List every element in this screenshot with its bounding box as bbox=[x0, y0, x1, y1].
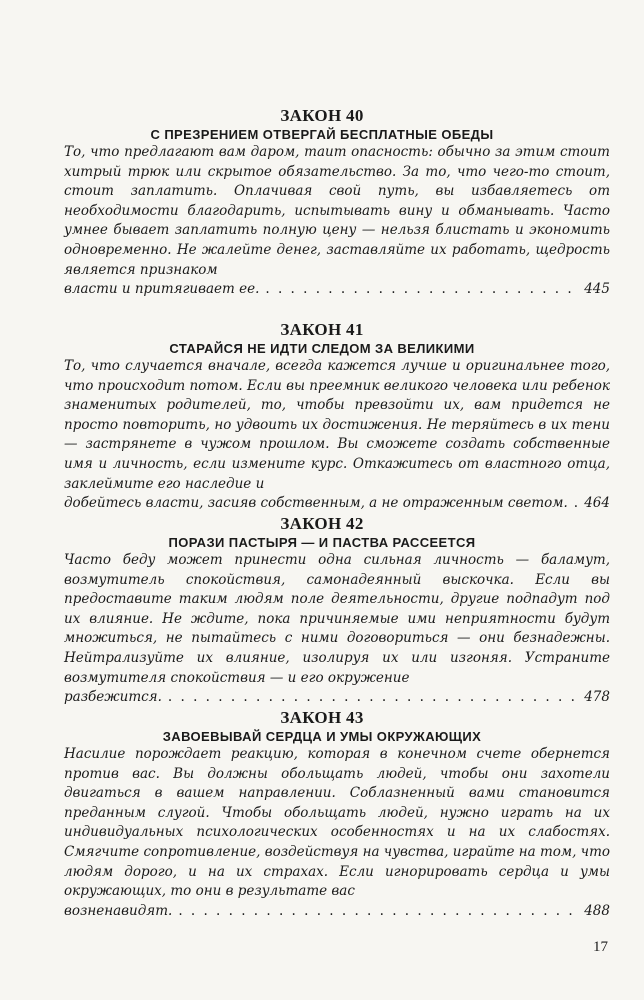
law-43 bbox=[0, 708, 644, 921]
law-text-ending: возненавидят. bbox=[64, 902, 173, 919]
law-number: ЗАКОН 40 bbox=[280, 106, 364, 125]
dot-leader bbox=[168, 688, 578, 708]
page-number: 17 bbox=[593, 939, 608, 955]
page-reference[interactable]: 488 bbox=[584, 902, 610, 919]
dot-leader bbox=[574, 494, 578, 514]
law-number: ЗАКОН 43 bbox=[280, 708, 364, 727]
law-title: ПОРАЗИ ПАСТЫРЯ — И ПАСТВА РАССЕЕТСЯ bbox=[168, 535, 476, 550]
law-text bbox=[64, 745, 610, 921]
law-text bbox=[64, 357, 610, 514]
law-text-last-line bbox=[64, 280, 610, 300]
law-text-last-line bbox=[64, 494, 610, 514]
law-text-last-line bbox=[64, 688, 610, 708]
law-text-ending: власти и притягивает ее. bbox=[64, 281, 260, 298]
law-number: ЗАКОН 42 bbox=[280, 514, 364, 533]
law-text-main: То, что предлагают вам даром, таит опасность: обычно за этим стоит хитрый трюк или скрытое обязательство. За то, что чего-то стоит, стоит заплатить. Оплачивая свой путь, вы избавляетесь от необходимости благодарить, испытывать вину и обманывать. Часто умнее бывает заплатить полную цену — нельзя блистать и экономить одновременно. Не жалейте денег, заставляйте их работать, щедрость является признаком bbox=[64, 144, 610, 278]
law-text-ending: разбежится. bbox=[64, 689, 162, 706]
page-reference[interactable]: 478 bbox=[584, 689, 610, 706]
law-text-main: То, что случается вначале, всегда кажется лучше и оригинальнее того, что происходит потом. Если вы преемник великого человека или ребенок знаменитых родителей, то, чтобы превзойти их, вам придется не просто повторить, но удвоить их достижения. Не теряйтесь в их тени — застрянете в чужом прошлом. Вы сможете создать собственные имя и личность, если измените курс. Откажитесь от властного отца, заклеймите его наследие и bbox=[64, 358, 610, 492]
law-text-ending: добейтесь власти, засияв собственным, а не отраженным светом. bbox=[64, 495, 568, 512]
law-title: СТАРАЙСЯ НЕ ИДТИ СЛЕДОМ ЗА ВЕЛИКИМИ bbox=[169, 341, 475, 356]
dot-leader bbox=[178, 902, 578, 922]
page-reference[interactable]: 464 bbox=[584, 495, 610, 512]
law-41 bbox=[0, 320, 644, 514]
law-text-main: Насилие порождает реакцию, которая в конечном счете обернется против вас. Вы должны обольщать людей, чтобы они захотели двигаться в вашем направлении. Соблазненный вами становится преданным слугой. Чтобы обольщать людей, нужно играть на их индивидуальных психологических особенностях и на их слабостях. Смягчите сопротивление, воздействуя на чувства, играйте на том, что людям дорого, и на их страхах. Если игнорировать сердца и умы окружающих, то они в результате вас bbox=[64, 746, 610, 900]
law-40 bbox=[0, 106, 644, 300]
law-number: ЗАКОН 41 bbox=[280, 320, 364, 339]
law-text bbox=[64, 143, 610, 300]
dot-leader bbox=[265, 280, 578, 300]
law-text-main: Часто беду может принести одна сильная личность — баламут, возмутитель спокойствия, самонадеянный выскочка. Если вы предоставите таким людям поле деятельности, другие подпадут под их влияние. Не ждите, пока причиняемые ими неприятности будут множиться, не пытайтесь с ними договориться — они безнадежны. Нейтрализуйте их влияние, изолируя их или изгоняя. Устраните возмутителя спокойствия — и его окружение bbox=[64, 552, 610, 686]
law-42 bbox=[0, 514, 644, 708]
page-reference[interactable]: 445 bbox=[584, 281, 610, 298]
law-text-last-line bbox=[64, 902, 610, 922]
law-text bbox=[64, 551, 610, 708]
law-title: ЗАВОЕВЫВАЙ СЕРДЦА И УМЫ ОКРУЖАЮЩИХ bbox=[162, 729, 482, 744]
law-title: С ПРЕЗРЕНИЕМ ОТВЕРГАЙ БЕСПЛАТНЫЕ ОБЕДЫ bbox=[150, 127, 494, 142]
